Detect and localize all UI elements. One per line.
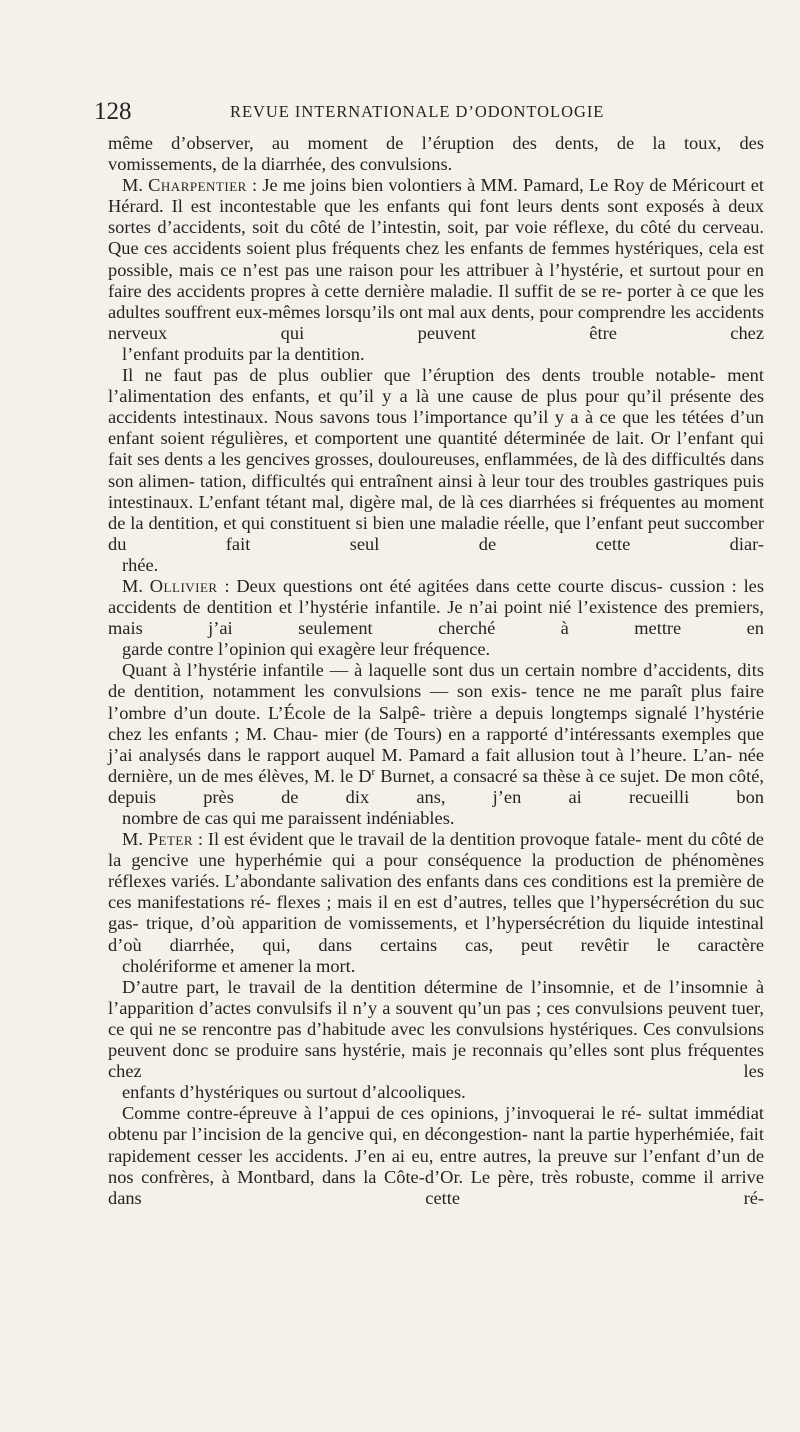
text-line: porter à ce que les adultes souffrent eux-mêmes lorsqu’ils ont mal aux — [108, 280, 764, 322]
text-line: cholériforme et amener la mort. — [122, 955, 356, 976]
paragraph — [108, 977, 764, 1104]
text-line: a à ce que les tétées d’un enfant soient régulières, et comportent une — [108, 407, 764, 449]
speaker-name: Peter — [147, 829, 194, 850]
text-line: vomissements, de la diarrhée, des convulsions. — [108, 154, 453, 175]
text-line: faire des accidents propres à cette dernière maladie. Il suffit de se re- — [108, 280, 623, 301]
speaker-prefix: M. — [122, 829, 148, 850]
speaker-prefix: M. — [122, 575, 150, 596]
text-line: ment l’alimentation des enfants, et qu’il y a là une cause de plus pour qu’il — [108, 365, 764, 407]
paragraph — [108, 660, 764, 829]
text-line: : Deux questions ont été agitées dans cette courte discus- — [217, 575, 663, 596]
text-line: ces convulsions peuvent tuer, ce qui ne se rencontre pas d’habitude avec — [108, 997, 765, 1039]
superscript: r — [371, 765, 376, 778]
text-line: dans le rapport auquel M. Pamard a fait allusion tout à l’heure. L’an- — [207, 744, 733, 765]
text-line: Comme contre-épreuve à l’appui de ces opinions, j’invoquerai le ré- — [122, 1103, 642, 1124]
text-line: garde contre l’opinion qui exagère leur fréquence. — [122, 639, 491, 660]
text-line: puis intestinaux. L’enfant tétant mal, digère mal, de là ces diarrhées si — [108, 470, 764, 512]
text-line: flexes ; mais il en est d’autres, telles que l’hypersécrétion du suc gas- — [108, 892, 764, 934]
text-line: trière a depuis longtemps signalé l’hystérie chez les enfants ; M. Chau- — [108, 702, 764, 744]
text-line: production de phénomènes réflexes variés. L’abondante salivation des — [108, 850, 764, 892]
text-line: mier (de Tours) en a rapporté d’intéressants exemples que j’ai analysés — [108, 723, 764, 765]
text-line: trique, d’où apparition de vomissements, et l’hypersécrétion du liquide — [146, 913, 690, 934]
text-line: grosses, douloureuses, enflammées, de là des difficultés dans son alimen- — [108, 449, 764, 491]
paragraph — [108, 1103, 764, 1208]
text-line: cussion : les accidents de dentition et l’hystérie infantile. Je n’ai point — [108, 575, 764, 618]
text-line: nié l’existence des premiers, mais j’ai seulement cherché à mettre en — [108, 597, 764, 639]
text-line: fréquentes au moment de la dentition, et qui constituent si bien une — [108, 491, 764, 533]
text-line: quantité déterminée de lait. Or l’enfant qui fait ses dents a les gencives — [108, 428, 764, 470]
text-line: soit, par voie réflexe, du côté du cerveau. Que ces accidents soient plus — [108, 217, 764, 259]
text-fragment: Burnet, a consacré sa thèse à — [375, 765, 594, 786]
text-line: fréquents chez les enfants de femmes hystériques, cela est possible, mais — [108, 238, 764, 280]
text-line: l’enfant produits par la dentition. — [122, 343, 365, 364]
running-title: REVUE INTERNATIONALE D’ODONTOLOGIE — [230, 102, 605, 121]
text-line: enfants d’hystériques ou surtout d’alcooliques. — [122, 1082, 466, 1103]
text-line: Méricourt et Hérard. Il est incontestable que les enfants qui font leurs — [108, 175, 764, 217]
text-line: rhée. — [122, 554, 159, 575]
page-header — [94, 98, 762, 128]
paragraph — [108, 365, 764, 576]
text-line: Il ne faut pas de plus oublier que l’éruption des dents trouble notable- — [122, 365, 716, 386]
paragraph — [108, 829, 764, 977]
text-line: enfants dans ces conditions est la première de ces manifestations ré- — [108, 871, 764, 913]
text-line: ment du côté de la gencive une hyperhémie qui a pour conséquence la — [108, 829, 764, 871]
paragraph — [108, 175, 764, 365]
text-line: eu, entre autres, la preuve sur l’enfant d’un de nos confrères, à Montbard, — [108, 1145, 764, 1187]
paragraph — [108, 576, 764, 660]
text-line: ce n’est pas une raison pour les attribuer à l’hystérie, et surtout pour en — [220, 259, 764, 280]
speaker-prefix: M. — [122, 175, 149, 196]
text-line: sultat immédiat obtenu par l’incision de la gencive qui, en décongestion- — [108, 1103, 764, 1145]
page-number: 128 — [94, 98, 132, 125]
text-line: même d’observer, au moment de l’éruption des dents, de la toux, des — [108, 133, 764, 153]
text-line: nant la partie hyperhémiée, fait rapidement cesser les accidents. J’en ai — [108, 1124, 765, 1166]
text-line: dents, pour comprendre les accidents nerveux qui peuvent être chez — [108, 301, 764, 343]
text-line: dans la Côte-d’Or. Le père, très robuste, comme il arrive dans cette ré- — [108, 1166, 764, 1208]
text-line: d’accidents, dits de dentition, notamment les convulsions — son exis- — [108, 660, 764, 702]
speaker-name: Ollivier — [149, 575, 218, 596]
text-line: les convulsions hystériques. Ces convulsions peuvent donc se produire — [108, 1018, 764, 1061]
text-fragment: née dernière, un de mes élèves, M. le D — [108, 744, 764, 786]
text-line: présente des accidents intestinaux. Nous savons tous l’importance qu’il y — [108, 386, 764, 428]
speaker-name: Charpentier — [148, 175, 247, 196]
text-line: tence ne me paraît plus faire l’ombre d’un doute. L’École de la Salpê- — [108, 681, 764, 723]
text-line: D’autre part, le travail de la dentition détermine de l’insomnie, et de — [122, 976, 662, 997]
text-line: ce sujet. De mon côté, depuis près de dix ans, j’en ai recueilli bon — [108, 765, 764, 807]
text-line: maladie réelle, que l’enfant peut succomber du fait seul de cette diar- — [108, 512, 765, 554]
text-line: l’insomnie à l’apparition d’actes convulsifs il n’y a souvent qu’un pas ; — [108, 976, 764, 1018]
text-line: : Il est évident que le travail de la dentition provoque fatale- — [193, 829, 642, 850]
text-line: : Je me joins bien volontiers à MM. Pamard, Le Roy de — [246, 175, 667, 196]
paragraph — [108, 133, 764, 175]
text-line: sans hystérie, mais je reconnais qu’elles sont plus fréquentes chez les — [108, 1040, 764, 1082]
text-line: tation, difficultés qui entraînent ainsi à leur tour des troubles gastriques — [199, 470, 729, 491]
text-line: intestinal d’où diarrhée, qui, dans certains cas, peut revêtir le caractère — [108, 913, 765, 955]
text-line: Quant à l’hystérie infantile — à laquelle sont dus un certain nombre — [122, 660, 638, 681]
text-line: nombre de cas qui me paraissent indéniables. — [122, 808, 455, 828]
text-line: dents sont exposés à deux sortes d’accidents, soit du côté de l’intestin, — [108, 196, 764, 238]
body-text — [108, 133, 764, 1209]
